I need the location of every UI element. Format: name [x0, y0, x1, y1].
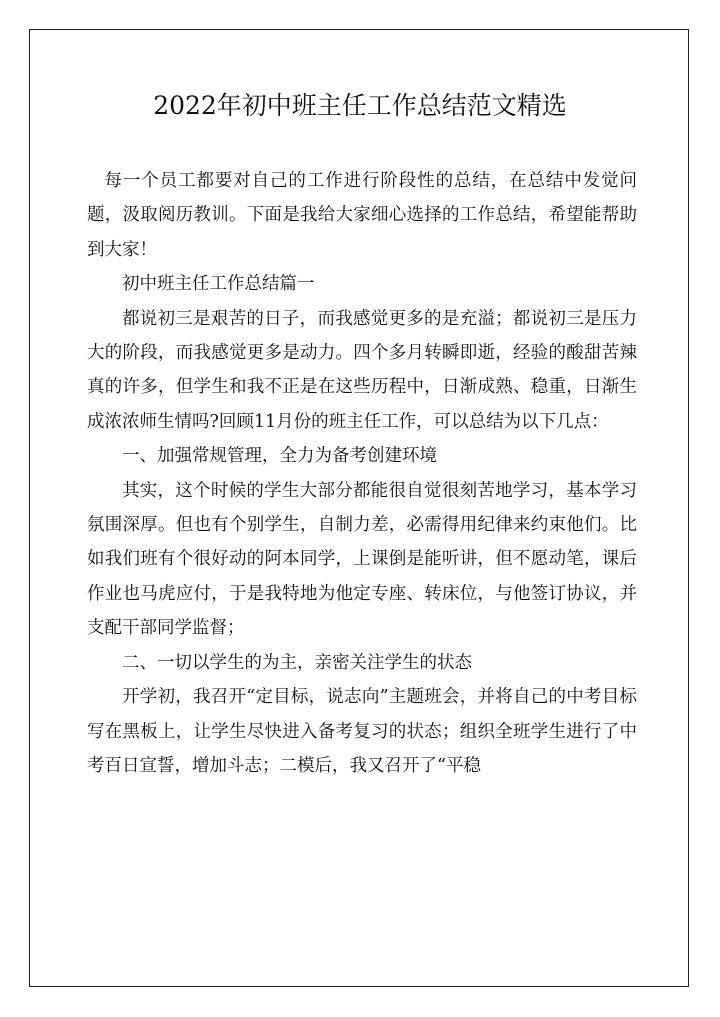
document-body: [87, 164, 637, 783]
body-paragraph: 都说初三是艰苦的日子，而我感觉更多的是充溢；都说初三是压力大的阶段，而我感觉更多是动力。四个多月转瞬即逝，经验的酸甜苦辣真的许多，但学生和我不正是在这些历程中，日渐成熟、稳重，日渐生成浓浓师生情吗?回顾11月份的班主任工作，可以总结为以下几点：: [87, 308, 637, 432]
body-paragraph: 开学初，我召开“定目标，说志向”主题班会，并将自己的中考目标写在黑板上，让学生尽快进入备考复习的状态；组织全班学生进行了中考百日宣誓，增加斗志；二模后，我又召开了“平稳: [87, 687, 637, 776]
subsection-heading: 一、加强常规管理，全力为备考创建环境: [122, 446, 437, 467]
intro-paragraph: 每一个员工都要对自己的工作进行阶段性的总结，在总结中发觉问题，汲取阅历教训。下面是我给大家细心选择的工作总结，希望能帮助到大家！: [87, 171, 637, 260]
body-paragraph: 其实，这个时候的学生大部分都能很自觉很刻苦地学习，基本学习氛围深厚。但也有个别学生，自制力差，必需得用纪律来约束他们。比如我们班有个很好动的阿本同学，上课倒是能听讲，但不愿动笔，课后作业也马虎应付，于是我特地为他定专座、转床位，与他签订协议，并支配干部同学监督；: [87, 480, 637, 639]
document-title: 2022年初中班主任工作总结范文精选: [153, 91, 567, 120]
section-heading: 初中班主任工作总结篇一: [122, 274, 315, 295]
subsection-heading: 二、一切以学生的为主，亲密关注学生的状态: [122, 652, 472, 673]
